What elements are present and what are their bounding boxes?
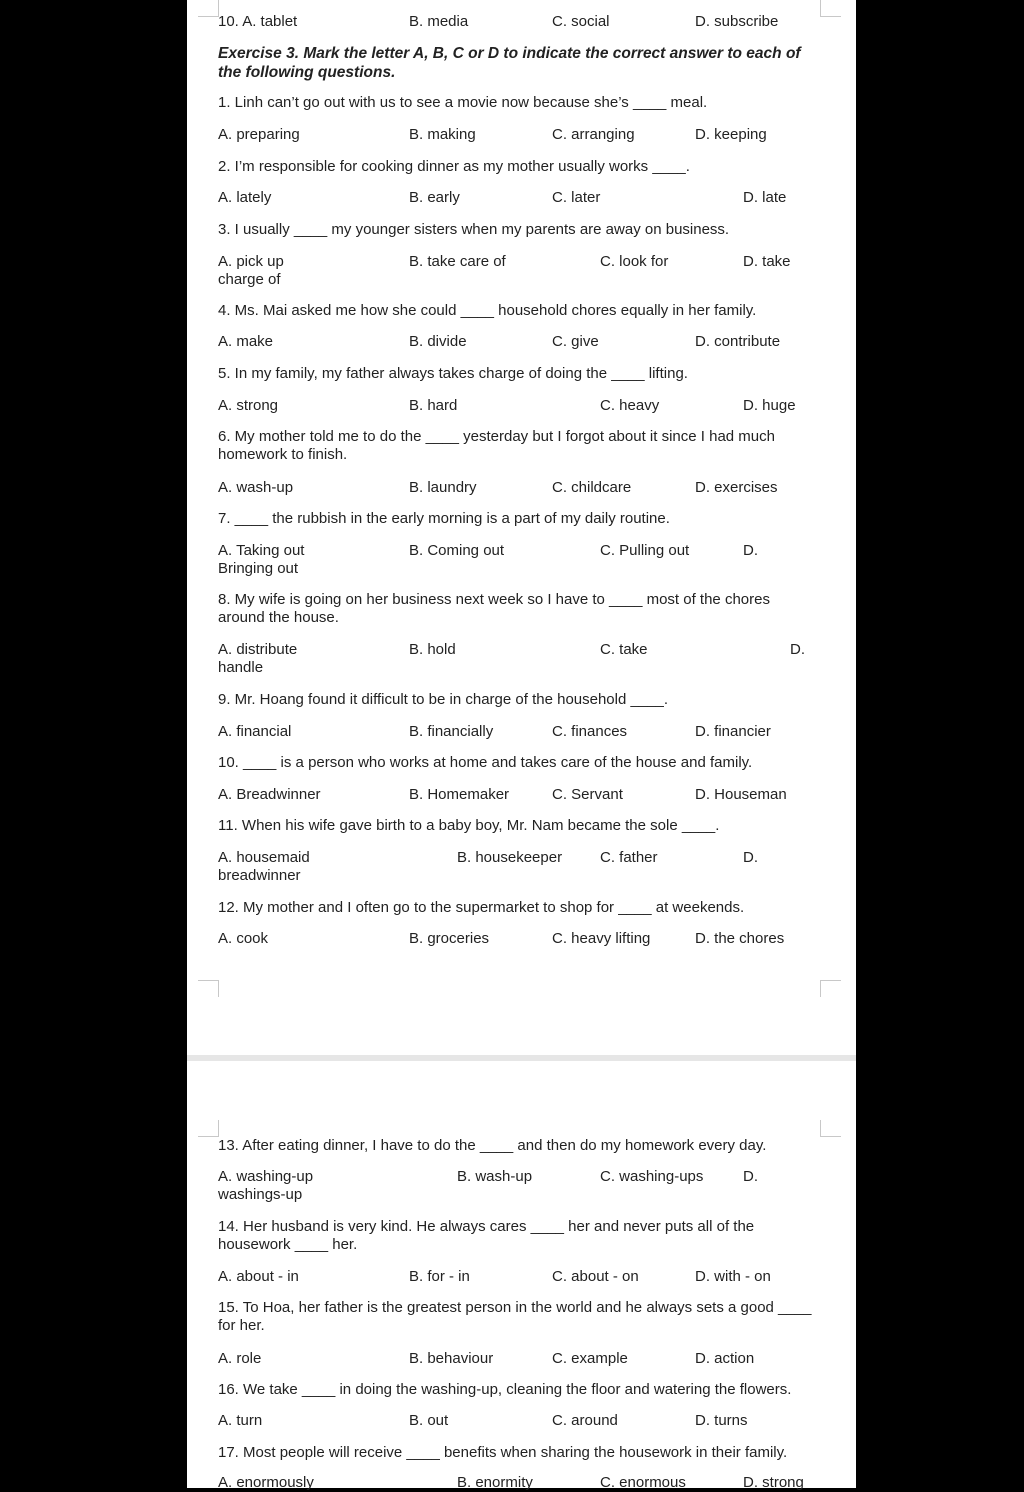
option-d-continued: washings-up xyxy=(218,1186,303,1203)
option-b[interactable]: B. groceries xyxy=(409,930,490,947)
option-d-continued: charge of xyxy=(218,271,281,288)
option-c[interactable]: C. heavy lifting xyxy=(552,930,651,947)
question-text: 7. ____ the rubbish in the early morning is a part of my daily routine. xyxy=(218,510,670,527)
option-d[interactable]: D. xyxy=(743,1168,758,1185)
option-a[interactable]: A. washing-up xyxy=(218,1168,314,1185)
question-text: 12. My mother and I often go to the supermarket to shop for ____ at weekends. xyxy=(218,899,745,916)
option-d[interactable]: D. contribute xyxy=(695,333,781,350)
option-b[interactable]: B. financially xyxy=(409,723,494,740)
option-b[interactable]: B. behaviour xyxy=(409,1350,494,1367)
option-c[interactable]: C. childcare xyxy=(552,479,632,496)
option-c[interactable]: C. give xyxy=(552,333,599,350)
question-text: 4. Ms. Mai asked me how she could ____ household chores equally in her family. xyxy=(218,302,757,319)
option-b[interactable]: B. for - in xyxy=(409,1268,470,1285)
option-b[interactable]: B. hard xyxy=(409,397,458,414)
option-d[interactable]: D. late xyxy=(743,189,787,206)
option-b[interactable]: B. housekeeper xyxy=(457,849,563,866)
option-c[interactable]: C. washing-ups xyxy=(600,1168,704,1185)
option-d-continued: Bringing out xyxy=(218,560,299,577)
option-c[interactable]: C. later xyxy=(552,189,601,206)
option-a[interactable]: A. strong xyxy=(218,397,279,414)
option-d[interactable]: D. turns xyxy=(695,1412,748,1429)
option-c[interactable]: C. take xyxy=(600,641,648,658)
exercise-title: Exercise 3. Mark the letter A, B, C or D to indicate the correct answer to each of the following questions. xyxy=(218,45,801,81)
option-d[interactable]: D. with - on xyxy=(695,1268,771,1285)
option-d: D. subscribe xyxy=(695,13,779,30)
option-b[interactable]: B. laundry xyxy=(409,479,477,496)
corner-mark xyxy=(820,1120,841,1137)
option-a[interactable]: A. enormously xyxy=(218,1474,314,1491)
option-c[interactable]: C. Servant xyxy=(552,786,623,803)
question-text: 5. In my family, my father always takes charge of doing the ____ lifting. xyxy=(218,365,688,382)
option-c: C. social xyxy=(552,13,610,30)
option-a[interactable]: A. role xyxy=(218,1350,262,1367)
option-b[interactable]: B. hold xyxy=(409,641,456,658)
option-c[interactable]: C. heavy xyxy=(600,397,660,414)
option-a[interactable]: A. preparing xyxy=(218,126,300,143)
option-d-continued: handle xyxy=(218,659,264,676)
option-b[interactable]: B. Coming out xyxy=(409,542,505,559)
option-d-continued: breadwinner xyxy=(218,867,301,884)
option-c[interactable]: C. arranging xyxy=(552,126,635,143)
option-b[interactable]: B. take care of xyxy=(409,253,506,270)
option-d[interactable]: D. xyxy=(743,542,758,559)
option-b[interactable]: B. out xyxy=(409,1412,449,1429)
option-d[interactable]: D. xyxy=(790,641,805,658)
option-d[interactable]: D. the chores xyxy=(695,930,785,947)
question-text: 2. I’m responsible for cooking dinner as my mother usually works ____. xyxy=(218,158,690,175)
corner-mark xyxy=(820,0,841,17)
question-text: 6. My mother told me to do the ____ yesterday but I forgot about it since I had much homework to finish. xyxy=(218,428,775,463)
question-text: 16. We take ____ in doing the washing-up, cleaning the floor and watering the flowers. xyxy=(218,1381,792,1398)
option-a[interactable]: A. cook xyxy=(218,930,269,947)
option-a[interactable]: A. wash-up xyxy=(218,479,294,496)
option-a[interactable]: A. turn xyxy=(218,1412,263,1429)
option-a: 10. A. tablet xyxy=(218,13,298,30)
question-text: 3. I usually ____ my younger sisters when my parents are away on business. xyxy=(218,221,730,238)
option-d[interactable]: D. huge xyxy=(743,397,796,414)
corner-mark xyxy=(820,980,841,997)
option-d[interactable]: D. keeping xyxy=(695,126,767,143)
option-a[interactable]: A. pick up xyxy=(218,253,284,270)
option-b[interactable]: B. making xyxy=(409,126,476,143)
option-c[interactable]: C. example xyxy=(552,1350,628,1367)
corner-mark xyxy=(198,980,219,997)
option-c[interactable]: C. finances xyxy=(552,723,628,740)
question-text: 9. Mr. Hoang found it difficult to be in charge of the household ____. xyxy=(218,691,669,708)
question-text: 15. To Hoa, her father is the greatest person in the world and he always sets a good ____ for her. xyxy=(218,1299,812,1334)
question-text: 1. Linh can’t go out with us to see a movie now because she’s ____ meal. xyxy=(218,94,708,111)
option-a[interactable]: A. financial xyxy=(218,723,292,740)
option-b[interactable]: B. Homemaker xyxy=(409,786,510,803)
option-a[interactable]: A. Taking out xyxy=(218,542,305,559)
option-c[interactable]: C. Pulling out xyxy=(600,542,690,559)
question-text: 11. When his wife gave birth to a baby boy, Mr. Nam became the sole ____. xyxy=(218,817,720,834)
option-c[interactable]: C. enormous xyxy=(600,1474,686,1491)
corner-mark xyxy=(198,1120,219,1137)
corner-mark xyxy=(198,0,219,17)
option-a[interactable]: A. lately xyxy=(218,189,272,206)
question-text: 13. After eating dinner, I have to do the ____ and then do my homework every day. xyxy=(218,1137,767,1154)
option-b[interactable]: B. enormity xyxy=(457,1474,533,1491)
option-a[interactable]: A. housemaid xyxy=(218,849,310,866)
question-text: 14. Her husband is very kind. He always cares ____ her and never puts all of the housework ____ her. xyxy=(218,1218,755,1253)
option-d[interactable]: D. take xyxy=(743,253,791,270)
option-a[interactable]: A. about - in xyxy=(218,1268,299,1285)
option-d[interactable]: D. Houseman xyxy=(695,786,787,803)
option-b[interactable]: B. early xyxy=(409,189,460,206)
option-b[interactable]: B. divide xyxy=(409,333,467,350)
option-d[interactable]: D. strong xyxy=(743,1474,804,1491)
option-a[interactable]: A. distribute xyxy=(218,641,298,658)
option-c[interactable]: C. around xyxy=(552,1412,618,1429)
option-b: B. media xyxy=(409,13,469,30)
option-d[interactable]: D. financier xyxy=(695,723,771,740)
option-d[interactable]: D. exercises xyxy=(695,479,778,496)
option-c[interactable]: C. look for xyxy=(600,253,669,270)
question-text: 8. My wife is going on her business next week so I have to ____ most of the chores around the house. xyxy=(218,591,770,626)
option-c[interactable]: C. father xyxy=(600,849,658,866)
option-a[interactable]: A. make xyxy=(218,333,274,350)
option-a[interactable]: A. Breadwinner xyxy=(218,786,321,803)
question-text: 17. Most people will receive ____ benefits when sharing the housework in their family. xyxy=(218,1444,788,1461)
option-d[interactable]: D. action xyxy=(695,1350,755,1367)
option-b[interactable]: B. wash-up xyxy=(457,1168,533,1185)
option-d[interactable]: D. xyxy=(743,849,758,866)
option-c[interactable]: C. about - on xyxy=(552,1268,639,1285)
question-text: 10. ____ is a person who works at home and takes care of the house and family. xyxy=(218,754,753,771)
